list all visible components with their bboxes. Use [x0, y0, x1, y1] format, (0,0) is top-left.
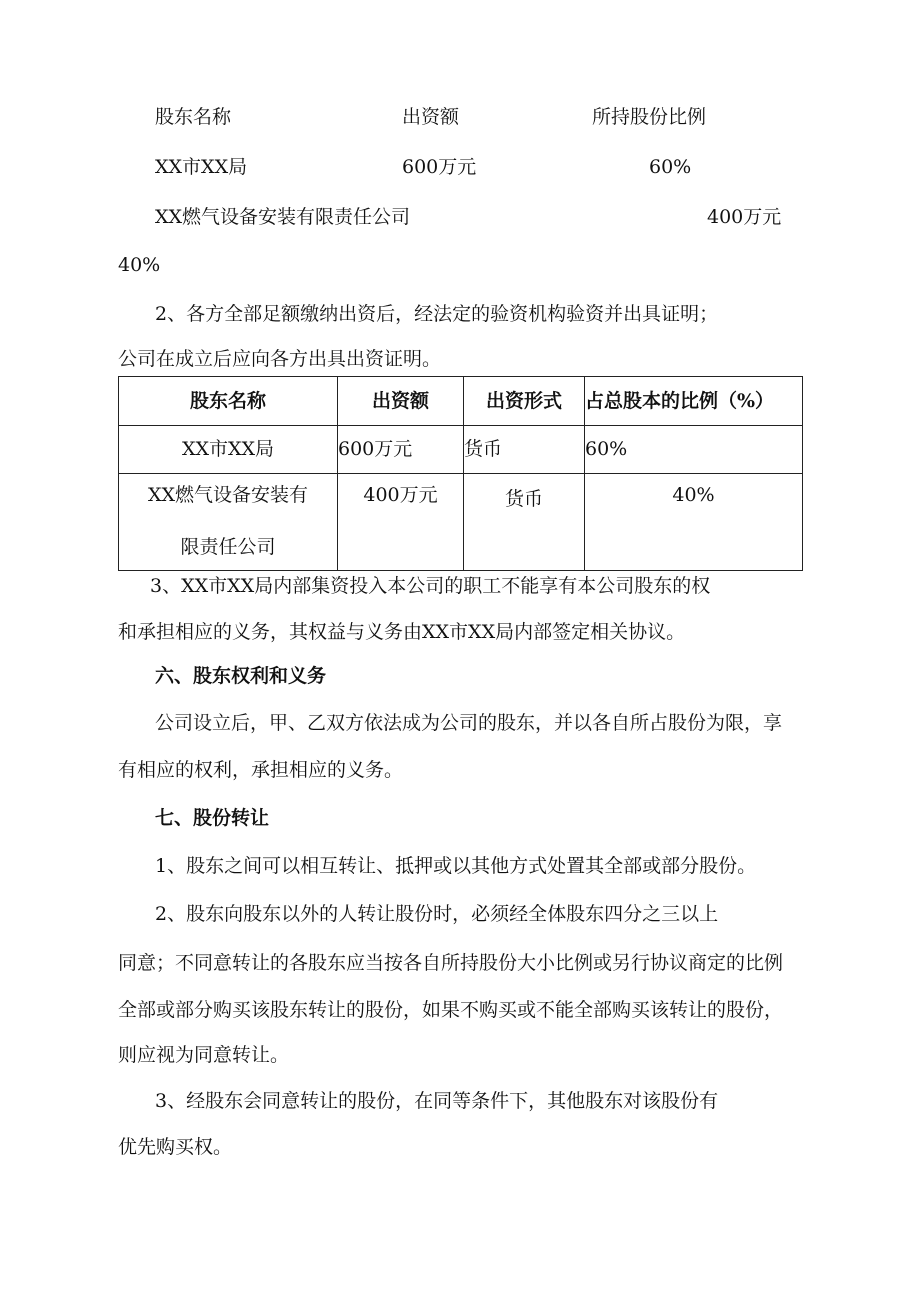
section-7-item2-line4: 则应视为同意转让。	[118, 1044, 290, 1066]
table-cell-form	[464, 474, 585, 571]
section-7-item2-line3: 全部或部分购买该股东转让的股份，如果不购买或不能全部购买该转让的股份，	[118, 999, 784, 1021]
table-header-row	[119, 377, 803, 426]
list-header-amount: 出资额	[402, 106, 460, 128]
section-6-title: 六、股东权利和义务	[155, 665, 327, 687]
table-header-amount: 出资额	[338, 377, 464, 426]
para-3-line1: 3、XX市XX局内部集资投入本公司的职工不能享有本公司股东的权	[150, 575, 711, 597]
list-row2-ratio: 40%	[118, 254, 161, 276]
section-6-line1: 公司设立后，甲、乙双方依法成为公司的股东，并以各自所占股份为限，享	[155, 712, 783, 734]
table-cell-ratio-text: 40%	[672, 484, 715, 506]
table-cell-amount: 600万元	[338, 426, 464, 474]
section-7-item3-line1: 3、经股东会同意转让的股份，在同等条件下，其他股东对该股份有	[155, 1090, 719, 1112]
table-cell-ratio: 60%	[585, 426, 803, 474]
table-header-form: 出资形式	[464, 377, 585, 426]
section-7-title: 七、股份转让	[155, 807, 270, 829]
section-7-item2-line1: 2、股东向股东以外的人转让股份时，必须经全体股东四分之三以上	[155, 903, 719, 925]
table-cell-form-text: 货币	[504, 488, 543, 510]
list-header-name: 股东名称	[155, 106, 232, 128]
section-7-item1: 1、股东之间可以相互转让、抵押或以其他方式处置其全部或部分股份。	[155, 855, 757, 877]
list-row2-name: XX燃气设备安装有限责任公司	[155, 206, 411, 228]
section-7-item2-line2: 同意；不同意转让的各股东应当按各自所持股份大小比例或另行协议商定的比例	[118, 952, 784, 974]
table-cell-form: 货币	[464, 426, 585, 474]
table-header-ratio: 占总股本的比例（%）	[585, 377, 803, 426]
section-7-item3-line2: 优先购买权。	[118, 1136, 233, 1158]
list-row1-amount: 600万元	[402, 156, 477, 178]
table-header-name: 股东名称	[119, 377, 338, 426]
table-cell-ratio	[585, 474, 803, 571]
list-row2-amount: 400万元	[707, 206, 782, 228]
table-cell-amount-text: 400万元	[363, 484, 438, 506]
table-row	[119, 426, 803, 474]
table-cell-name-line1: XX燃气设备安装有	[147, 484, 309, 506]
list-row1-ratio: 60%	[649, 156, 692, 178]
table-cell-name: XX市XX局	[119, 426, 338, 474]
para-2-line2: 公司在成立后应向各方出具出资证明。	[118, 348, 442, 370]
table-row	[119, 474, 803, 571]
para-3-line2: 和承担相应的义务，其权益与义务由XX市XX局内部签定相关协议。	[118, 621, 686, 643]
table-cell-amount	[338, 474, 464, 571]
table-cell-name	[119, 474, 338, 571]
list-row1-name: XX市XX局	[155, 156, 248, 178]
list-header-ratio: 所持股份比例	[592, 106, 707, 128]
section-6-line2: 有相应的权利，承担相应的义务。	[118, 759, 404, 781]
table-cell-name-line2: 限责任公司	[180, 536, 276, 558]
shareholder-table	[118, 376, 803, 571]
para-2-line1: 2、各方全部足额缴纳出资后，经法定的验资机构验资并出具证明；	[155, 303, 719, 325]
